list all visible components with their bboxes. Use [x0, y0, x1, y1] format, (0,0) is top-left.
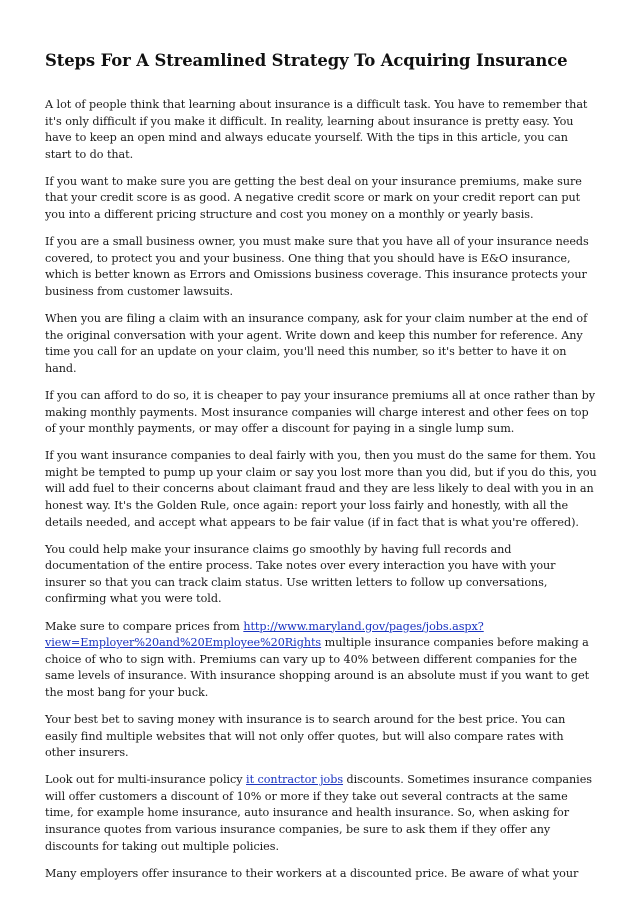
contractor-jobs-link[interactable]: it contractor jobs: [246, 773, 344, 787]
paragraph-multi-policy: [45, 772, 597, 855]
paragraph-claim-number: When you are filing a claim with an insurance company, ask for your claim number at the end of the original conversation with your agent. Write down and keep this number for reference. Any time you call for an update on your claim, you'll need this number, so it's better to have it on hand.: [45, 312, 588, 375]
paragraph-fair-dealing: If you want insurance companies to deal fairly with you, then you must do the same for them. You might be tempted to pump up your claim or say you lost more than you did, but if you do this, you will add fuel to their concerns about claimant fraud and they are less likely to deal with you in an honest way. It's the Golden Rule, once again: report your loss fairly and honestly, with all the details needed, and accept what appears to be fair value (if in fact that is what you're offered).: [45, 449, 597, 529]
article-title: Steps For A Streamlined Strategy To Acquiring Insurance: [45, 51, 568, 70]
compare-text-before: Make sure to compare prices from: [45, 619, 244, 633]
paragraph-search-price: Your best bet to saving money with insurance is to search around for the best price. You can easily find multiple websites that will not only offer quotes, but will also compare rates with other insurers.: [45, 713, 566, 760]
paragraph-credit-score: If you want to make sure you are getting the best deal on your insurance premiums, make sure that your credit score is as good. A negative credit score or mark on your credit report can put you into a different pricing structure and cost you money on a monthly or yearly basis.: [45, 174, 582, 222]
paragraph-records: You could help make your insurance claims go smoothly by having full records and documentation of the entire process. Take notes over every interaction you have with your insurer so that you can track claim status. Use written letters to follow up conversations, confirming what you were told.: [45, 542, 556, 606]
multi-policy-text-after: discounts. Sometimes insurance companies will offer customers a discount of 10% or more if they take out several contracts at the same time, for example home insurance, auto insurance and health insurance. So, when asking for insurance quotes from various insurance companies, be sure to ask them if they offer any discounts for taking out multiple policies.: [45, 773, 592, 853]
article-body: [45, 97, 597, 893]
multi-policy-text-before: Look out for multi-insurance policy: [45, 773, 247, 787]
paragraph-small-business: If you are a small business owner, you must make sure that you have all of your insurance needs covered, to protect you and your business. One thing that you should have is E&O insurance, which is better known as Errors and Omissions business coverage. This insurance protects your business from customer lawsuits.: [45, 235, 589, 298]
paragraph-premiums: If you can afford to do so, it is cheaper to pay your insurance premiums all at once rather than by making monthly payments. Most insurance companies will charge interest and other fees on top of your monthly payments, or may offer a discount for paying in a single lump sum.: [45, 388, 596, 436]
maryland-jobs-link[interactable]: http://www.maryland.gov/pages/jobs.aspx?view=Employer%20and%20Employee%20Rights: [45, 619, 484, 650]
compare-text-after: multiple insurance companies before making a choice of who to sign with. Premiums can vary up to 40% between different companies for the same levels of insurance. With insurance shopping around is an absolute must if you want to get the most bang for your buck.: [45, 636, 590, 699]
paragraph-employer: Many employers offer insurance to their workers at a discounted price. Be aware of what your: [45, 866, 579, 880]
paragraph-intro: A lot of people think that learning about insurance is a difficult task. You have to remember that it's only difficult if you make it difficult. In reality, learning about insurance is pretty easy. You have to keep an open mind and always educate yourself. With the tips in this article, you can start to do that.: [45, 98, 588, 161]
paragraph-compare-prices: [45, 619, 597, 702]
